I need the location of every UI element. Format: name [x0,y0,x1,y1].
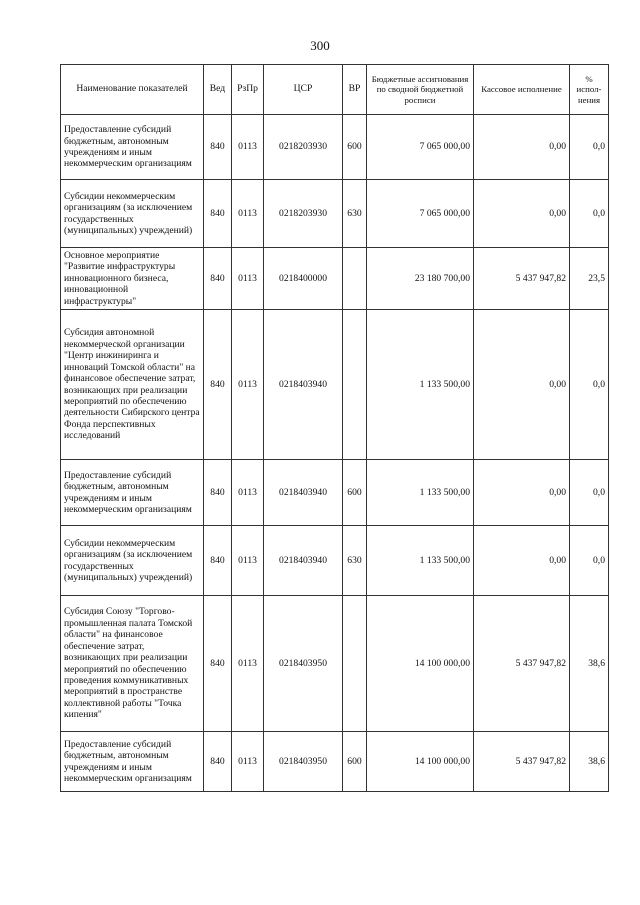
row-ved-cell: 840 [204,460,232,526]
table-row [61,732,609,792]
row-kassa-cell: 0,00 [474,115,570,180]
row-csr-cell: 0218403940 [264,310,343,460]
row-budget-cell: 7 065 000,00 [367,115,474,180]
row-name-cell: Предоставление субсидий бюджетным, автономным учреждениям и иным некоммерческим организациям [61,732,204,792]
row-kassa-cell: 0,00 [474,460,570,526]
table-row [61,248,609,310]
row-csr-cell: 0218403950 [264,596,343,732]
row-kassa-cell: 5 437 947,82 [474,732,570,792]
row-csr-cell: 0218203930 [264,115,343,180]
row-vr-cell [343,248,367,310]
row-ved-cell: 840 [204,180,232,248]
row-kassa-cell: 0,00 [474,526,570,596]
row-pct-cell: 0,0 [570,460,609,526]
row-pct-cell: 0,0 [570,115,609,180]
row-vr-cell: 600 [343,115,367,180]
page-number: 300 [310,38,330,53]
header-csr: ЦСР [264,65,343,115]
row-ved-cell: 840 [204,732,232,792]
header-name: Наименование показателей [61,65,204,115]
row-kassa-cell: 0,00 [474,310,570,460]
row-name-cell: Предоставление субсидий бюджетным, автономным учреждениям и иным некоммерческим организациям [61,460,204,526]
row-kassa-cell: 5 437 947,82 [474,596,570,732]
row-name-cell: Субсидии некоммерческим организациям (за исключением государственных (муниципальных) учреждений) [61,180,204,248]
row-budget-cell: 14 100 000,00 [367,596,474,732]
budget-table [60,64,609,792]
row-csr-cell: 0218403940 [264,526,343,596]
row-ved-cell: 840 [204,248,232,310]
row-ved-cell: 840 [204,526,232,596]
row-name-cell: Субсидия Союзу "Торгово-промышленная палата Томской области" на финансовое обеспечение затрат, возникающих при реализации мероприятий по обеспечению проведения коммуникативных мероприятий в пространстве коллективной работы "Точка кипения" [61,596,204,732]
row-vr-cell [343,596,367,732]
row-pct-cell: 0,0 [570,180,609,248]
row-pct-cell: 38,6 [570,596,609,732]
row-csr-cell: 0218403940 [264,460,343,526]
row-vr-cell [343,310,367,460]
row-kassa-cell: 0,00 [474,180,570,248]
row-vr-cell: 630 [343,526,367,596]
table-row [61,115,609,180]
row-ved-cell: 840 [204,115,232,180]
row-rzpr-cell: 0113 [232,248,264,310]
row-rzpr-cell: 0113 [232,596,264,732]
row-budget-cell: 7 065 000,00 [367,180,474,248]
header-budget: Бюджетные ассигнования по сводной бюджетной росписи [367,65,474,115]
row-vr-cell: 600 [343,732,367,792]
row-vr-cell: 630 [343,180,367,248]
row-budget-cell: 1 133 500,00 [367,526,474,596]
header-rzpr: РзПр [232,65,264,115]
table-row [61,180,609,248]
row-name-cell: Субсидия автономной некоммерческой организации "Центр инжиниринга и инноваций Томской области" на финансовое обеспечение затрат, возникающих при реализации мероприятий по обеспечению деятельности Сибирского центра Фонда перспективных исследований [61,310,204,460]
table-row [61,460,609,526]
row-budget-cell: 14 100 000,00 [367,732,474,792]
row-vr-cell: 600 [343,460,367,526]
row-pct-cell: 0,0 [570,526,609,596]
row-ved-cell: 840 [204,310,232,460]
row-rzpr-cell: 0113 [232,460,264,526]
header-kassa: Кассовое исполнение [474,65,570,115]
row-pct-cell: 0,0 [570,310,609,460]
header-ved: Вед [204,65,232,115]
row-budget-cell: 1 133 500,00 [367,310,474,460]
table-row [61,596,609,732]
row-csr-cell: 0218203930 [264,180,343,248]
header-pct: % испол-нения [570,65,609,115]
row-kassa-cell: 5 437 947,82 [474,248,570,310]
row-budget-cell: 1 133 500,00 [367,460,474,526]
row-ved-cell: 840 [204,596,232,732]
table-row [61,526,609,596]
row-rzpr-cell: 0113 [232,526,264,596]
header-vr: ВР [343,65,367,115]
row-rzpr-cell: 0113 [232,180,264,248]
row-rzpr-cell: 0113 [232,732,264,792]
row-name-cell: Субсидии некоммерческим организациям (за исключением государственных (муниципальных) учреждений) [61,526,204,596]
row-budget-cell: 23 180 700,00 [367,248,474,310]
header-row [61,65,609,115]
row-pct-cell: 38,6 [570,732,609,792]
table-row [61,310,609,460]
row-csr-cell: 0218403950 [264,732,343,792]
row-name-cell: Предоставление субсидий бюджетным, автономным учреждениям и иным некоммерческим организациям [61,115,204,180]
row-name-cell: Основное мероприятие "Развитие инфраструктуры инновационного бизнеса, инновационной инфраструктуры" [61,248,204,310]
row-csr-cell: 0218400000 [264,248,343,310]
row-rzpr-cell: 0113 [232,115,264,180]
row-rzpr-cell: 0113 [232,310,264,460]
row-pct-cell: 23,5 [570,248,609,310]
